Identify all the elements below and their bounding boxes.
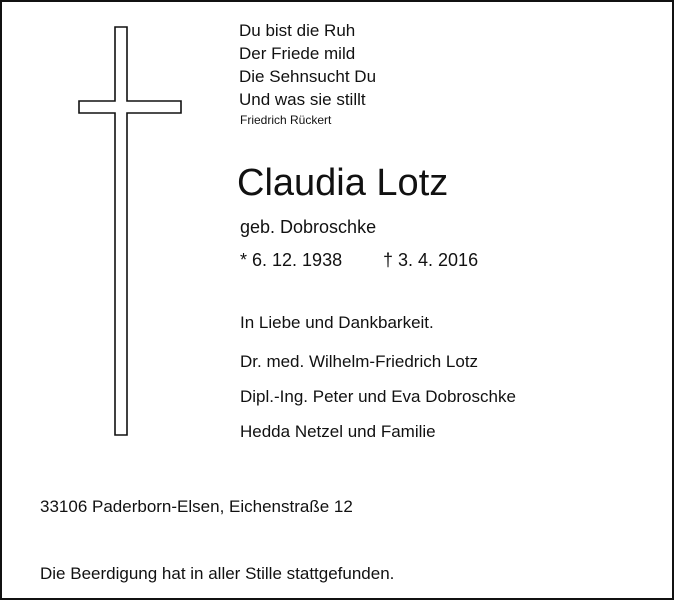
birth-date: * 6. 12. 1938 [240, 250, 343, 270]
poem-line: Der Friede mild [239, 44, 356, 63]
deceased-name: Claudia Lotz [237, 162, 449, 204]
mourners-list [240, 351, 516, 456]
poem-line: Du bist die Ruh [239, 21, 356, 40]
mourner: Hedda Netzel und Familie [240, 422, 436, 441]
poem-line: Und was sie stillt [239, 90, 366, 109]
mourner: Dr. med. Wilhelm-Friedrich Lotz [240, 352, 479, 371]
life-dates [240, 248, 478, 272]
death-date: † 3. 4. 2016 [383, 250, 479, 270]
poem-line: Die Sehnsucht Du [239, 67, 377, 86]
poem [239, 19, 376, 111]
funeral-notice: Die Beerdigung hat in aller Stille stattgefunden. [40, 564, 395, 583]
latin-cross-outline-icon [78, 26, 182, 436]
mourner: Dipl.-Ing. Peter und Eva Dobroschke [240, 387, 516, 406]
family-address: 33106 Paderborn-Elsen, Eichenstraße 12 [40, 497, 353, 516]
maiden-name: geb. Dobroschke [240, 217, 377, 237]
poem-author: Friedrich Rückert [240, 113, 332, 127]
dedication: In Liebe und Dankbarkeit. [240, 313, 434, 332]
